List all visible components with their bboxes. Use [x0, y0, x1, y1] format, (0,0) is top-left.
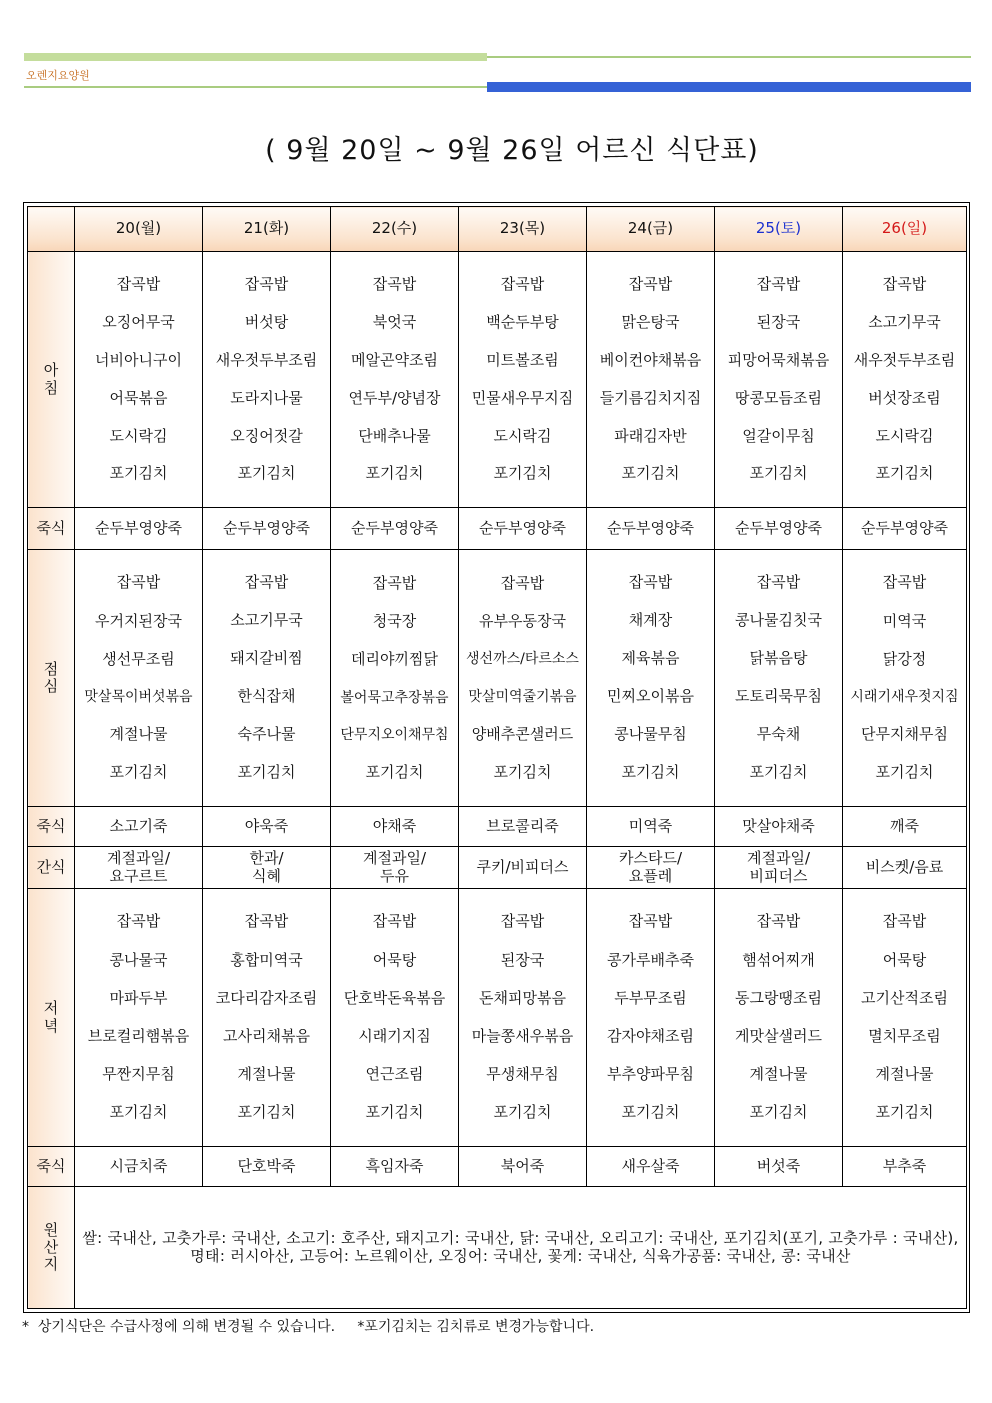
dish-item: 돈채피망볶음	[479, 988, 566, 1007]
dish-item: 잡곡밥	[882, 573, 927, 592]
dish-item: 포기김치	[365, 1103, 424, 1122]
dinner-label: 저 녁	[28, 889, 75, 1147]
lunch-cell	[75, 550, 203, 807]
dinner-row	[28, 889, 967, 1147]
header-bar-green	[24, 53, 487, 61]
dish-item: 생선무조림	[102, 649, 175, 668]
dish-item: 잡곡밥	[756, 573, 801, 592]
dish-item: 돼지갈비찜	[230, 649, 303, 668]
dish-item: 단배추나물	[358, 426, 431, 445]
dish-item: 포기김치	[493, 464, 552, 483]
lunch-row	[28, 550, 967, 807]
breakfast-cell	[843, 252, 967, 508]
dish-item: 소고기무국	[868, 313, 941, 332]
snack-cell	[75, 847, 203, 889]
dish-item: 잡곡밥	[628, 573, 673, 592]
dish-item: 단무지오이채무침	[340, 726, 449, 743]
porridge-cell: 순두부영양죽	[459, 508, 587, 550]
dish-item: 포기김치	[493, 763, 552, 782]
dish-item: 도시락김	[109, 426, 168, 445]
breakfast-porridge-row	[28, 508, 967, 550]
dinner-porridge-row	[28, 1147, 967, 1187]
dish-list	[75, 889, 202, 1146]
dinner-cell	[203, 889, 331, 1147]
header-line-green-bottom	[24, 86, 487, 88]
day-header: 24(금)	[587, 207, 715, 252]
dish-item: 포기김치	[749, 763, 808, 782]
dish-item: 포기김치	[109, 464, 168, 483]
porridge-cell: 미역죽	[587, 807, 715, 847]
snack-cell	[459, 847, 587, 889]
dish-item: 잡곡밥	[372, 275, 417, 294]
dish-item: 브로컬리햄볶음	[87, 1026, 190, 1045]
porridge-label: 죽식	[28, 508, 75, 550]
breakfast-cell	[331, 252, 459, 508]
dish-item: 한식잡채	[237, 687, 296, 706]
dish-item: 부추양파무침	[607, 1065, 694, 1084]
dish-item: 연두부/양념장	[348, 388, 441, 407]
dish-item: 포기김치	[621, 763, 680, 782]
dish-item: 잡곡밥	[628, 912, 673, 931]
snack-label: 간식	[28, 847, 75, 889]
lunch-cell	[203, 550, 331, 807]
dish-item: 마늘쫑새우볶음	[471, 1026, 574, 1045]
dish-item: 잡곡밥	[244, 573, 289, 592]
dish-item: 잡곡밥	[756, 912, 801, 931]
dish-item: 잡곡밥	[372, 573, 417, 592]
dish-item: 포기김치	[237, 763, 296, 782]
day-header: 20(월)	[75, 207, 203, 252]
header-line-green	[487, 56, 971, 58]
day-header: 23(목)	[459, 207, 587, 252]
dish-list	[843, 889, 966, 1146]
snack-cell	[331, 847, 459, 889]
porridge-cell: 깨죽	[843, 807, 967, 847]
dish-item: 포기김치	[493, 1103, 552, 1122]
snack-cell	[587, 847, 715, 889]
dish-item: 동그랑땡조림	[735, 988, 822, 1007]
dish-item: 어묵탕	[372, 950, 417, 969]
breakfast-cell	[587, 252, 715, 508]
dish-item: 닭강정	[882, 649, 927, 668]
dish-item: 들기름김치지짐	[599, 388, 702, 407]
dish-item: 포기김치	[875, 763, 934, 782]
dish-list	[843, 550, 966, 806]
dish-item: 콩나물김칫국	[735, 611, 822, 630]
dish-list	[203, 550, 330, 806]
header-bar-blue	[487, 82, 971, 92]
dish-item: 생선까스/타르소스	[466, 651, 579, 668]
dish-item: 시래기새우젓지짐	[850, 689, 959, 706]
porridge-cell: 순두부영양죽	[843, 508, 967, 550]
dish-item: 단무지채무침	[861, 725, 948, 744]
dish-item: 포기김치	[109, 1103, 168, 1122]
day-header-row	[28, 207, 967, 252]
porridge-label: 죽식	[28, 1147, 75, 1187]
dish-item: 새우젓두부조림	[215, 350, 318, 369]
dish-list	[843, 252, 966, 507]
porridge-cell: 브로콜리죽	[459, 807, 587, 847]
snack-row	[28, 847, 967, 889]
dish-item: 맛살미역줄기볶음	[468, 688, 577, 705]
origin-row	[28, 1187, 967, 1309]
dish-item: 된장국	[500, 950, 545, 969]
dish-item: 맛살목이버섯볶음	[84, 689, 193, 706]
dish-item: 데리야끼찜닭	[351, 650, 438, 669]
dish-item: 코다리감자조림	[215, 988, 318, 1007]
dish-item: 닭볶음탕	[749, 649, 808, 668]
dish-item: 유부우동장국	[479, 611, 566, 630]
breakfast-row	[28, 252, 967, 508]
porridge-cell: 순두부영양죽	[587, 508, 715, 550]
day-header: 21(화)	[203, 207, 331, 252]
snack-cell	[715, 847, 843, 889]
porridge-cell: 순두부영양죽	[203, 508, 331, 550]
lunch-cell	[715, 550, 843, 807]
dish-item: 양배추콘샐러드	[471, 724, 574, 743]
dish-item: 미트볼조림	[486, 350, 559, 369]
dish-item: 포기김치	[875, 464, 934, 483]
dish-item: 소고기무국	[230, 611, 303, 630]
dish-item: 계절나물	[237, 1065, 296, 1084]
dish-item: 포기김치	[237, 464, 296, 483]
snack-line: 카스타드/	[618, 849, 682, 868]
porridge-cell: 흑임자죽	[331, 1147, 459, 1187]
dish-list	[459, 889, 586, 1146]
dish-item: 민찌오이볶음	[607, 687, 694, 706]
dish-item: 잡곡밥	[244, 275, 289, 294]
porridge-cell: 부추죽	[843, 1147, 967, 1187]
dish-item: 메알곤약조림	[351, 350, 438, 369]
lunch-porridge-row	[28, 807, 967, 847]
dish-item: 새우젓두부조림	[853, 350, 956, 369]
lunch-cell	[459, 550, 587, 807]
dish-item: 무짠지무침	[102, 1065, 175, 1084]
dish-item: 우거지된장국	[95, 611, 182, 630]
porridge-cell: 단호박죽	[203, 1147, 331, 1187]
snack-line: 요구르트	[109, 866, 168, 885]
dish-item: 잡곡밥	[500, 573, 545, 592]
dish-item: 잡곡밥	[116, 275, 161, 294]
porridge-cell: 야채죽	[331, 807, 459, 847]
snack-line: 두유	[380, 866, 409, 885]
dish-list	[587, 550, 714, 806]
lunch-cell	[587, 550, 715, 807]
dish-item: 민물새우무지짐	[471, 388, 574, 407]
snack-line: 계절과일/	[362, 849, 426, 868]
dish-list	[203, 252, 330, 507]
breakfast-cell	[75, 252, 203, 508]
footnote: * 상기식단은 수급사정에 의해 변경될 수 있습니다. *포기김치는 김치류로 변경가능합니다.	[22, 1319, 595, 1335]
dish-item: 어묵탕	[882, 950, 927, 969]
porridge-cell: 소고기죽	[75, 807, 203, 847]
dish-item: 포기김치	[875, 1103, 934, 1122]
dish-item: 마파두부	[109, 988, 168, 1007]
dish-item: 너비아니구이	[95, 350, 182, 369]
porridge-cell: 버섯죽	[715, 1147, 843, 1187]
dish-item: 고사리채볶음	[223, 1026, 310, 1045]
dish-list	[331, 889, 458, 1146]
snack-line: 계절과일/	[746, 849, 810, 868]
dish-list	[715, 889, 842, 1146]
dish-list	[75, 252, 202, 507]
dish-item: 햄섞어찌개	[742, 950, 815, 969]
dish-item: 숙주나물	[237, 725, 296, 744]
dish-item: 잡곡밥	[882, 912, 927, 931]
porridge-label: 죽식	[28, 807, 75, 847]
dish-list	[715, 550, 842, 806]
dish-item: 잡곡밥	[500, 275, 545, 294]
dish-item: 단호박돈육볶음	[343, 988, 446, 1007]
dinner-cell	[331, 889, 459, 1147]
dish-item: 계절나물	[109, 725, 168, 744]
dish-item: 잡곡밥	[882, 275, 927, 294]
porridge-cell: 야욱죽	[203, 807, 331, 847]
dish-item: 채계장	[628, 611, 673, 630]
dish-item: 오징어무국	[102, 313, 175, 332]
dish-item: 포기김치	[749, 464, 808, 483]
org-name: 오렌지요양원	[26, 69, 90, 82]
menu-table-frame	[23, 202, 970, 1313]
dish-list	[331, 252, 458, 507]
dish-item: 잡곡밥	[116, 573, 161, 592]
dish-item: 백순두부탕	[486, 313, 559, 332]
dish-item: 포기김치	[365, 763, 424, 782]
porridge-cell: 새우살죽	[587, 1147, 715, 1187]
origin-text: 쌀: 국내산, 고춧가루: 국내산, 소고기: 호주산, 돼지고기: 국내산, 닭: 국내산, 오리고기: 국내산, 포기김치(포기, 고춧가루 : 국내산), 명태: 러시아산, 고등어: 노르웨이산, 오징어: 국내산, 꽃게: 국내산, 식육가공품: 국내산, 콩: 국내산	[75, 1187, 967, 1309]
header-corner	[28, 207, 75, 252]
dish-item: 북엇국	[372, 313, 417, 332]
porridge-cell: 순두부영양죽	[75, 508, 203, 550]
lunch-cell	[843, 550, 967, 807]
dinner-cell	[715, 889, 843, 1147]
dish-item: 포기김치	[749, 1103, 808, 1122]
snack-line: 요플레	[628, 866, 673, 885]
dish-list	[587, 889, 714, 1146]
snack-line: 식혜	[252, 866, 281, 885]
dish-item: 콩나물무침	[614, 725, 687, 744]
dish-item: 계절나물	[749, 1065, 808, 1084]
dish-item: 잡곡밥	[116, 912, 161, 931]
dish-item: 시래기지짐	[358, 1026, 431, 1045]
lunch-label: 점 심	[28, 550, 75, 807]
dish-list	[459, 550, 586, 806]
dish-item: 계절나물	[875, 1065, 934, 1084]
lunch-cell	[331, 550, 459, 807]
dish-item: 제육볶음	[621, 649, 680, 668]
dish-item: 무숙채	[756, 725, 801, 744]
dish-list	[459, 252, 586, 507]
dish-item: 멸치무조림	[868, 1026, 941, 1045]
dish-item: 홍합미역국	[230, 950, 303, 969]
dish-item: 두부무조림	[614, 988, 687, 1007]
porridge-cell: 북어죽	[459, 1147, 587, 1187]
dish-item: 포기김치	[621, 1103, 680, 1122]
snack-cell	[843, 847, 967, 889]
dish-item: 포기김치	[621, 464, 680, 483]
origin-label: 원 산 지	[28, 1187, 75, 1309]
dish-item: 포기김치	[109, 763, 168, 782]
dish-item: 게맛살샐러드	[735, 1026, 822, 1045]
dish-item: 맑은탕국	[621, 313, 680, 332]
dish-list	[331, 550, 458, 806]
dish-item: 포기김치	[237, 1103, 296, 1122]
breakfast-cell	[715, 252, 843, 508]
breakfast-cell	[459, 252, 587, 508]
dish-item: 감자야채조림	[607, 1026, 694, 1045]
dish-item: 무생채무침	[486, 1065, 559, 1084]
dish-item: 잡곡밥	[500, 912, 545, 931]
dish-item: 청국장	[372, 611, 417, 630]
dinner-cell	[587, 889, 715, 1147]
dinner-cell	[843, 889, 967, 1147]
day-header-saturday: 25(토)	[715, 207, 843, 252]
dish-item: 어묵볶음	[109, 388, 168, 407]
day-header: 22(수)	[331, 207, 459, 252]
breakfast-cell	[203, 252, 331, 508]
dish-list	[715, 252, 842, 507]
dish-item: 땅콩모듬조림	[735, 388, 822, 407]
dish-item: 잡곡밥	[244, 912, 289, 931]
porridge-cell: 순두부영양죽	[715, 508, 843, 550]
dish-item: 도토리묵무침	[735, 687, 822, 706]
dish-item: 얼갈이무침	[742, 426, 815, 445]
breakfast-label: 아 침	[28, 252, 75, 508]
snack-line: 쿠키/비피더스	[476, 857, 569, 876]
dish-item: 잡곡밥	[628, 275, 673, 294]
dish-item: 볼어묵고추장볶음	[340, 689, 449, 706]
dish-item: 버섯장조림	[868, 388, 941, 407]
dish-item: 된장국	[756, 313, 801, 332]
dish-item: 연근조림	[365, 1065, 424, 1084]
dish-item: 피망어묵채볶음	[727, 350, 830, 369]
dish-item: 미역국	[882, 611, 927, 630]
snack-line: 한과/	[249, 849, 284, 868]
dish-item: 포기김치	[365, 464, 424, 483]
dish-item: 도시락김	[875, 426, 934, 445]
day-header-sunday: 26(일)	[843, 207, 967, 252]
dish-item: 도시락김	[493, 426, 552, 445]
dish-list	[203, 889, 330, 1146]
dish-item: 오징어젓갈	[230, 426, 303, 445]
dish-item: 버섯탕	[244, 313, 289, 332]
dish-item: 고기산적조림	[861, 988, 948, 1007]
menu-table	[27, 206, 967, 1309]
dish-item: 파래김자반	[614, 426, 687, 445]
porridge-cell: 시금치죽	[75, 1147, 203, 1187]
dish-item: 베이컨야채볶음	[599, 350, 702, 369]
snack-cell	[203, 847, 331, 889]
dish-item: 콩가루배추죽	[607, 950, 694, 969]
dish-list	[587, 252, 714, 507]
dish-list	[75, 550, 202, 806]
page-title: ( 9월 20일 ~ 9월 26일 어르신 식단표)	[265, 135, 759, 166]
dish-item: 도라지나물	[230, 388, 303, 407]
dish-item: 잡곡밥	[372, 912, 417, 931]
snack-line: 계절과일/	[106, 849, 170, 868]
porridge-cell: 맛살야채죽	[715, 807, 843, 847]
dish-item: 콩나물국	[109, 950, 168, 969]
dinner-cell	[75, 889, 203, 1147]
dish-item: 잡곡밥	[756, 275, 801, 294]
snack-line: 비스켓/음료	[865, 857, 944, 876]
porridge-cell: 순두부영양죽	[331, 508, 459, 550]
dinner-cell	[459, 889, 587, 1147]
snack-line: 비피더스	[749, 866, 808, 885]
